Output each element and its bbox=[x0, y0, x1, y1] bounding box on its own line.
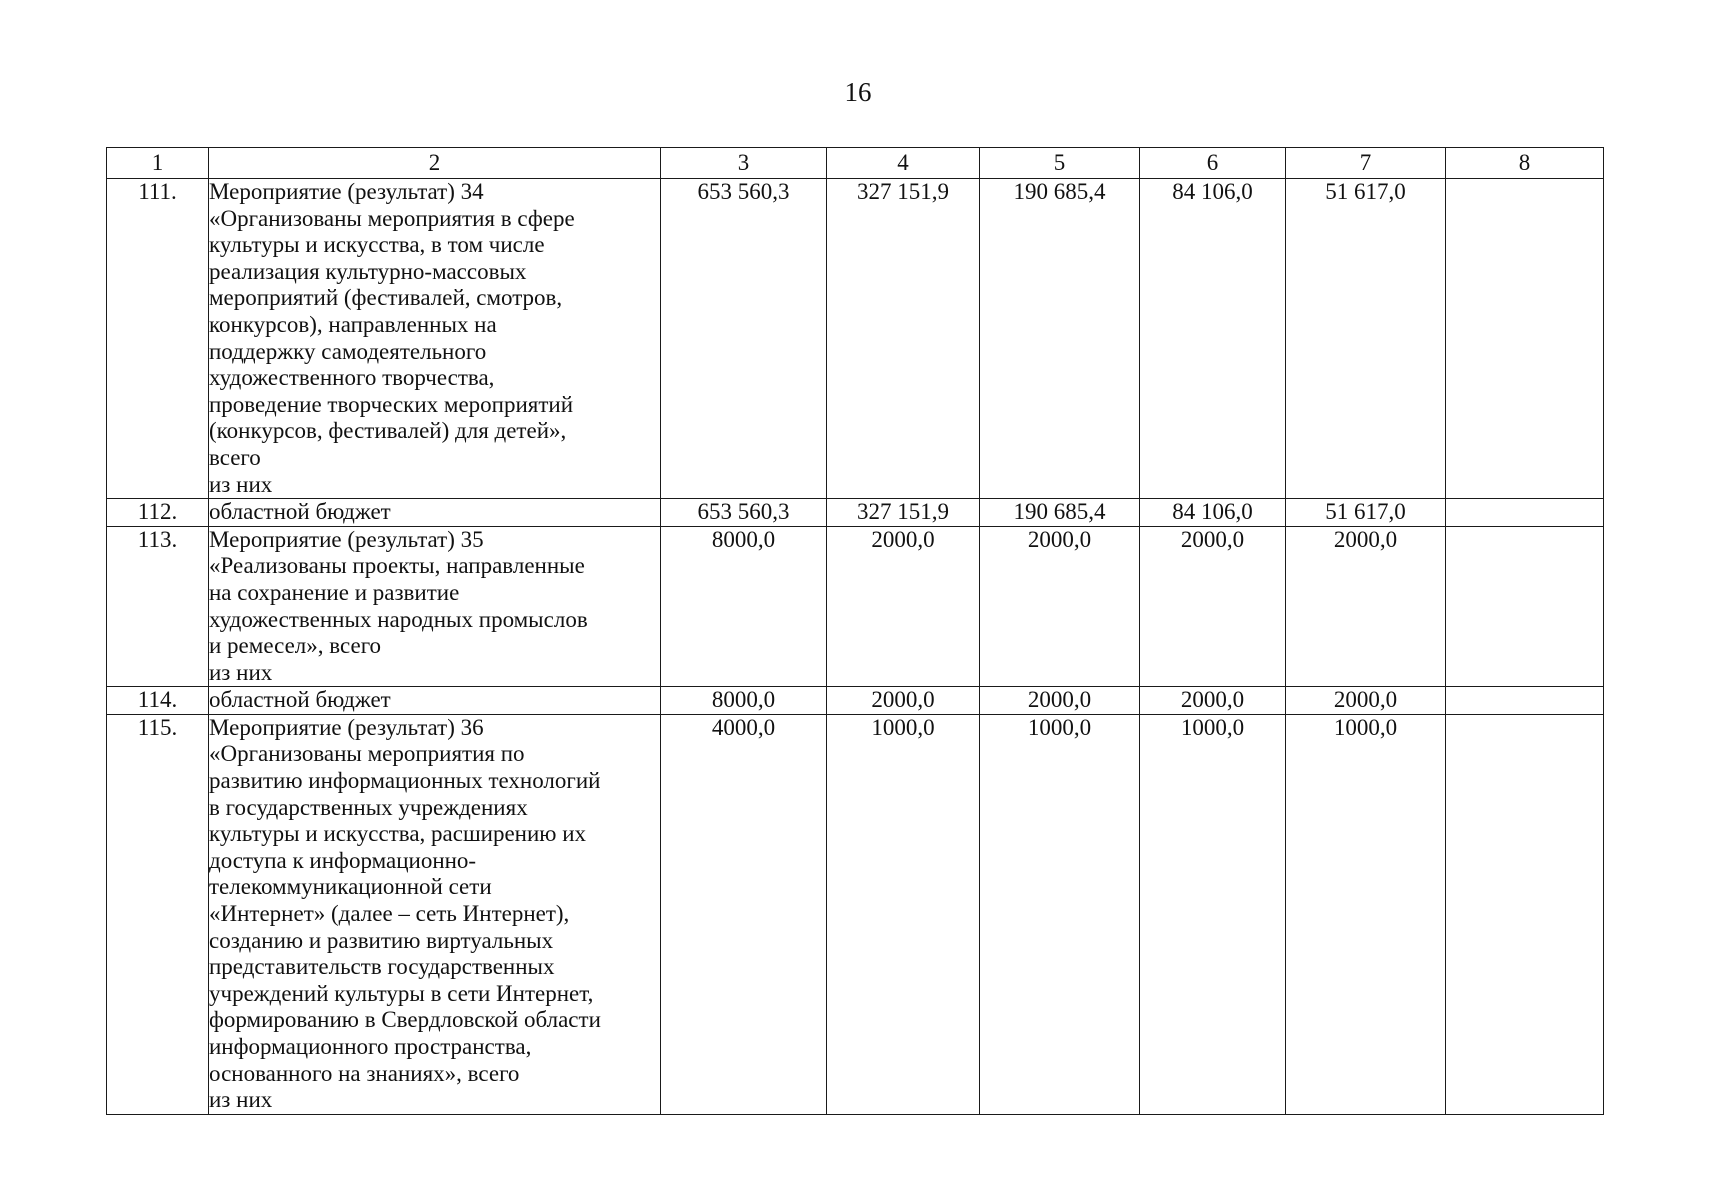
description-line: Мероприятие (результат) 34 bbox=[209, 179, 484, 204]
row-number: 112. bbox=[107, 499, 209, 527]
description-line: представительств государственных bbox=[209, 954, 555, 980]
table-row bbox=[107, 526, 1604, 687]
description-line: (конкурсов, фестивалей) для детей», bbox=[209, 418, 567, 444]
description-line: «Реализованы проекты, направленные bbox=[209, 553, 585, 579]
description-line: из них bbox=[209, 659, 273, 685]
row-number: 115. bbox=[107, 714, 209, 1114]
value-cell-col-8 bbox=[1446, 526, 1604, 687]
table-body bbox=[107, 148, 1604, 1115]
value-cell-col-4: 327 151,9 bbox=[827, 499, 980, 527]
description-line: информационного пространства, bbox=[209, 1034, 532, 1059]
value-cell-col-6: 2000,0 bbox=[1140, 526, 1286, 687]
value-cell-col-5: 2000,0 bbox=[980, 687, 1140, 715]
column-header: 4 bbox=[827, 148, 980, 179]
value-cell-col-7: 51 617,0 bbox=[1286, 179, 1446, 499]
value-cell-col-4: 1000,0 bbox=[827, 714, 980, 1114]
value-cell-col-5: 190 685,4 bbox=[980, 499, 1140, 527]
description-line: областной бюджет bbox=[209, 687, 391, 713]
row-description bbox=[209, 687, 661, 715]
value-cell-col-5: 1000,0 bbox=[980, 714, 1140, 1114]
column-header: 2 bbox=[209, 148, 661, 179]
description-line: формированию в Свердловской области bbox=[209, 1007, 601, 1033]
row-number: 113. bbox=[107, 526, 209, 687]
description-line: на сохранение и развитие bbox=[209, 579, 460, 605]
value-cell-col-7: 2000,0 bbox=[1286, 687, 1446, 715]
description-line: из них bbox=[209, 471, 273, 497]
description-line: художественных народных промыслов bbox=[209, 606, 588, 632]
row-number: 114. bbox=[107, 687, 209, 715]
page-number: 16 bbox=[844, 77, 872, 107]
value-cell-col-5: 2000,0 bbox=[980, 526, 1140, 687]
value-cell-col-3: 8000,0 bbox=[661, 526, 827, 687]
value-cell-col-4: 2000,0 bbox=[827, 687, 980, 715]
description-line: «Интернет» (далее – сеть Интернет), bbox=[209, 901, 570, 927]
value-cell-col-3: 4000,0 bbox=[661, 714, 827, 1114]
description-line: основанного на знаниях», всего bbox=[209, 1060, 520, 1086]
row-description bbox=[209, 714, 661, 1114]
column-header: 5 bbox=[980, 148, 1140, 179]
description-line: в государственных учреждениях bbox=[209, 794, 528, 820]
description-line: из них bbox=[209, 1087, 273, 1113]
value-cell-col-3: 653 560,3 bbox=[661, 179, 827, 499]
description-line: конкурсов), направленных на bbox=[209, 311, 497, 337]
value-cell-col-6: 84 106,0 bbox=[1140, 499, 1286, 527]
description-line: телекоммуникационной сети bbox=[209, 874, 492, 900]
value-cell-col-8 bbox=[1446, 179, 1604, 499]
budget-table bbox=[106, 147, 1604, 1115]
table-row bbox=[107, 687, 1604, 715]
description-line: Мероприятие (результат) 36 bbox=[209, 714, 484, 740]
value-cell-col-4: 327 151,9 bbox=[827, 179, 980, 499]
table-row bbox=[107, 179, 1604, 499]
value-cell-col-7: 1000,0 bbox=[1286, 714, 1446, 1114]
value-cell-col-4: 2000,0 bbox=[827, 526, 980, 687]
column-header: 1 bbox=[107, 148, 209, 179]
table-row bbox=[107, 714, 1604, 1114]
value-cell-col-3: 8000,0 bbox=[661, 687, 827, 715]
description-line: развитию информационных технологий bbox=[209, 768, 601, 794]
value-cell-col-8 bbox=[1446, 499, 1604, 527]
row-description bbox=[209, 179, 661, 499]
description-line: Мероприятие (результат) 35 bbox=[209, 526, 484, 552]
description-line: областной бюджет bbox=[209, 499, 391, 525]
value-cell-col-8 bbox=[1446, 714, 1604, 1114]
value-cell-col-7: 2000,0 bbox=[1286, 526, 1446, 687]
table-row bbox=[107, 499, 1604, 527]
description-line: «Организованы мероприятия в сфере bbox=[209, 205, 575, 231]
description-line: проведение творческих мероприятий bbox=[209, 391, 574, 417]
header-row bbox=[107, 148, 1604, 179]
value-cell-col-5: 190 685,4 bbox=[980, 179, 1140, 499]
description-line: всего bbox=[209, 444, 261, 470]
description-line: культуры и искусства, в том числе bbox=[209, 232, 545, 258]
value-cell-col-3: 653 560,3 bbox=[661, 499, 827, 527]
row-description bbox=[209, 526, 661, 687]
row-number: 111. bbox=[107, 179, 209, 499]
description-line: созданию и развитию виртуальных bbox=[209, 927, 554, 953]
description-line: реализация культурно-массовых bbox=[209, 258, 527, 284]
value-cell-col-6: 2000,0 bbox=[1140, 687, 1286, 715]
row-description bbox=[209, 499, 661, 527]
description-line: доступа к информационно- bbox=[209, 847, 477, 873]
value-cell-col-7: 51 617,0 bbox=[1286, 499, 1446, 527]
description-line: и ремесел», всего bbox=[209, 633, 382, 659]
column-header: 8 bbox=[1446, 148, 1604, 179]
description-line: художественного творчества, bbox=[209, 365, 495, 391]
value-cell-col-6: 1000,0 bbox=[1140, 714, 1286, 1114]
description-line: мероприятий (фестивалей, смотров, bbox=[209, 285, 563, 311]
description-line: культуры и искусства, расширению их bbox=[209, 821, 587, 847]
column-header: 3 bbox=[661, 148, 827, 179]
column-header: 7 bbox=[1286, 148, 1446, 179]
description-line: поддержку самодеятельного bbox=[209, 338, 487, 364]
value-cell-col-8 bbox=[1446, 687, 1604, 715]
value-cell-col-6: 84 106,0 bbox=[1140, 179, 1286, 499]
description-line: «Организованы мероприятия по bbox=[209, 741, 525, 767]
column-header: 6 bbox=[1140, 148, 1286, 179]
description-line: учреждений культуры в сети Интернет, bbox=[209, 980, 594, 1006]
